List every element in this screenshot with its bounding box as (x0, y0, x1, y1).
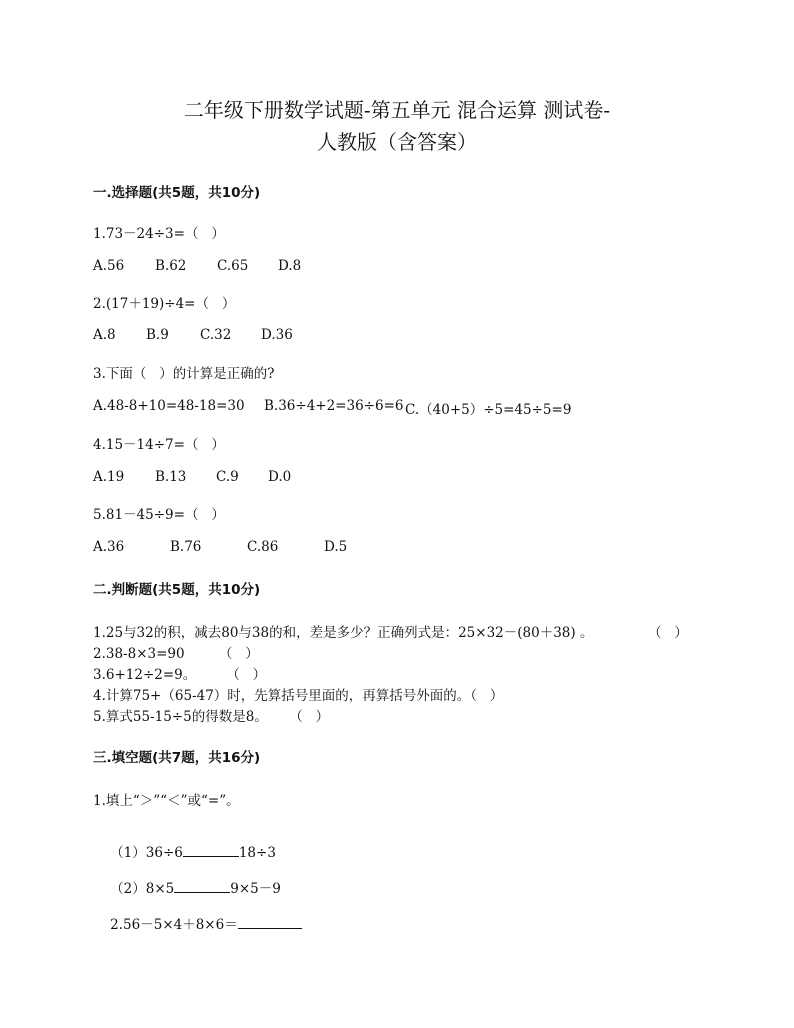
option-a: A.48-8+10=48-18=30 (93, 398, 245, 414)
option-b: B.13 (155, 469, 187, 485)
choice-question-1-options (93, 258, 301, 274)
choice-question-5: 5.81－45÷9=（ ） (93, 507, 225, 523)
option-a: A.56 (93, 258, 125, 274)
page-title-line2: 人教版（含答案） (317, 130, 477, 154)
choice-question-5-options (93, 539, 347, 555)
fill-question-2 (93, 897, 302, 949)
option-a: A.8 (93, 327, 116, 343)
choice-question-2-options (93, 327, 293, 343)
option-d: D.5 (324, 539, 348, 555)
page-title-line1: 二年级下册数学试题-第五单元 混合运算 测试卷- (183, 98, 611, 122)
section-heading-choice: 一.选择题(共5题，共10分) (93, 185, 261, 201)
choice-question-4: 4.15－14÷7=（ ） (93, 437, 225, 453)
expression: 2.56－5×4＋8×6＝ (110, 917, 238, 933)
fill-question-1: 1.填上“＞”“＜”或“=”。 (93, 793, 240, 809)
expression-right: 18÷3 (238, 845, 276, 861)
option-a: A.36 (93, 539, 125, 555)
judge-question-1: 1.25与32的积，减去80与38的和，差是多少？正确列式是：25×32－(80＋38) 。 (93, 625, 594, 641)
answer-blank[interactable] (238, 916, 302, 929)
choice-question-1: 1.73－24÷3=（ ） (93, 226, 225, 242)
option-c: C.（40+5）÷5=45÷5=9 (405, 402, 572, 418)
option-d: D.8 (278, 258, 302, 274)
judge-question-2: 2.38-8×3=90 （ ） (93, 646, 259, 662)
answer-blank[interactable] (183, 844, 239, 857)
option-b: B.62 (155, 258, 187, 274)
judge-question-5: 5.算式55-15÷5的得数是8。 （ ） (93, 709, 330, 725)
option-b: B.36÷4+2=36÷6=6 (264, 398, 404, 414)
judge-question-3: 3.6+12÷2=9。 （ ） (93, 667, 267, 683)
judge-question-4: 4.计算75+（65-47）时，先算括号里面的，再算括号外面的。（ ） (93, 688, 504, 704)
option-c: C.9 (216, 469, 239, 485)
answer-blank[interactable] (174, 880, 230, 893)
option-b: B.76 (170, 539, 202, 555)
option-c: C.65 (217, 258, 249, 274)
option-a: A.19 (93, 469, 125, 485)
choice-question-2: 2.(17＋19)÷4=（ ） (93, 296, 236, 312)
expression-left: （1）36÷6 (110, 845, 183, 861)
judge-question-1-answer-paren: （ ） (648, 625, 688, 641)
choice-question-3: 3.下面（ ）的计算是正确的? (93, 366, 275, 382)
choice-question-4-options (93, 469, 291, 485)
option-d: D.36 (261, 327, 293, 343)
expression-left: （2）8×5 (110, 881, 175, 897)
option-d: D.0 (268, 469, 292, 485)
option-c: C.32 (200, 327, 232, 343)
choice-question-3-options (93, 398, 571, 418)
option-c: C.86 (247, 539, 279, 555)
section-heading-judge: 二.判断题(共5题，共10分) (93, 582, 261, 598)
expression-right: 9×5－9 (230, 881, 281, 897)
section-heading-fill: 三.填空题(共7题，共16分) (93, 750, 261, 766)
option-b: B.9 (146, 327, 169, 343)
